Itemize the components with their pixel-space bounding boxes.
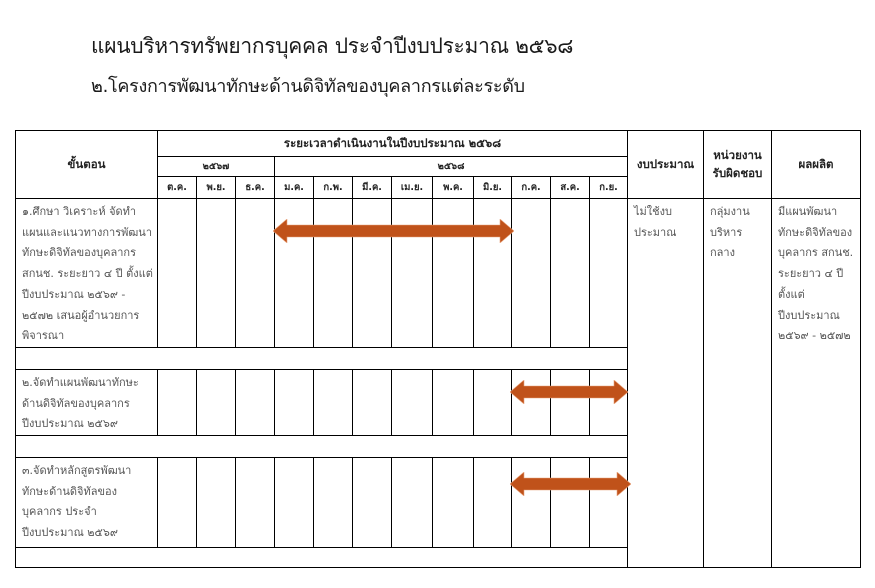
header-step: ขั้นตอน (16, 131, 158, 199)
step-text: ๓.จัดทำหลักสูตรพัฒนาทักษะด้านดิจิทัลของบุคลากร ประจำปีงบประมาณ ๒๕๖๙ (22, 464, 132, 540)
month-header: พ.ย. (197, 177, 236, 199)
header-responsible (704, 131, 772, 199)
budget-cell (628, 199, 704, 568)
month-header: พ.ค. (433, 177, 474, 199)
header-timeline: ระยะเวลาดำเนินงานในปีงบประมาณ ๒๕๖๘ (158, 131, 628, 157)
step-text: ๑.ศึกษา วิเคราะห์ จัดทำแผนและแนวทางการพัฒนาทักษะดิจิทัลของบุคลากร สกนช. ระยะยาว ๔ ปี ตั้งแต่ปีงบประมาณ ๒๕๖๙ - ๒๕๗๒ เสนอผู้อำนวยการพิจารณา (22, 205, 153, 343)
month-header: มี.ค. (353, 177, 392, 199)
responsible-text: กลุ่มงานบริหารกลาง (710, 205, 750, 260)
header-responsible-line1: หน่วยงาน (713, 147, 762, 162)
plan-table (15, 130, 861, 568)
document-title: แผนบริหารทรัพยากรบุคคล ประจำปีงบประมาณ ๒๕๖๘ (91, 34, 574, 58)
header-year-2567: ๒๕๖๗ (158, 157, 275, 177)
header-budget: งบประมาณ (628, 131, 704, 199)
timeline-arrow-row2 (510, 380, 628, 404)
month-header: ก.ค. (512, 177, 551, 199)
timeline-arrow-row3 (510, 472, 631, 496)
budget-text: ไม่ใช้งบประมาณ (634, 205, 677, 239)
output-cell (772, 199, 861, 568)
header-year-2568: ๒๕๖๘ (275, 157, 628, 177)
month-header: ต.ค. (158, 177, 197, 199)
month-header: ม.ค. (275, 177, 314, 199)
month-header: ก.ย. (590, 177, 628, 199)
timeline-arrow-row1 (273, 219, 514, 243)
month-header: ก.พ. (314, 177, 353, 199)
header-responsible-line2: รับผิดชอบ (712, 165, 763, 180)
output-text: มีแผนพัฒนาทักษะดิจิทัลของบุคลากร สกนช. ระยะยาว ๔ ปี ตั้งแต่ ปีงบประมาณ ๒๕๖๙ - ๒๕๗๒ (778, 205, 854, 343)
double-arrow-icon (510, 472, 631, 496)
document-subtitle: ๒.โครงการพัฒนาทักษะด้านดิจิทัลของบุคลากรแต่ละระดับ (91, 76, 525, 97)
month-header: ธ.ค. (236, 177, 275, 199)
month-header: ส.ค. (551, 177, 590, 199)
step-cell (16, 199, 158, 348)
step-cell (16, 369, 158, 435)
responsible-cell (704, 199, 772, 568)
header-output: ผลผลิต (772, 131, 861, 199)
double-arrow-icon (273, 219, 514, 243)
month-header: มิ.ย. (474, 177, 512, 199)
step-cell (16, 458, 158, 548)
month-header: เม.ย. (392, 177, 433, 199)
step-text: ๒.จัดทำแผนพัฒนาทักษะด้านดิจิทัลของบุคลากรปีงบประมาณ ๒๕๖๙ (22, 375, 139, 431)
double-arrow-icon (510, 380, 628, 404)
